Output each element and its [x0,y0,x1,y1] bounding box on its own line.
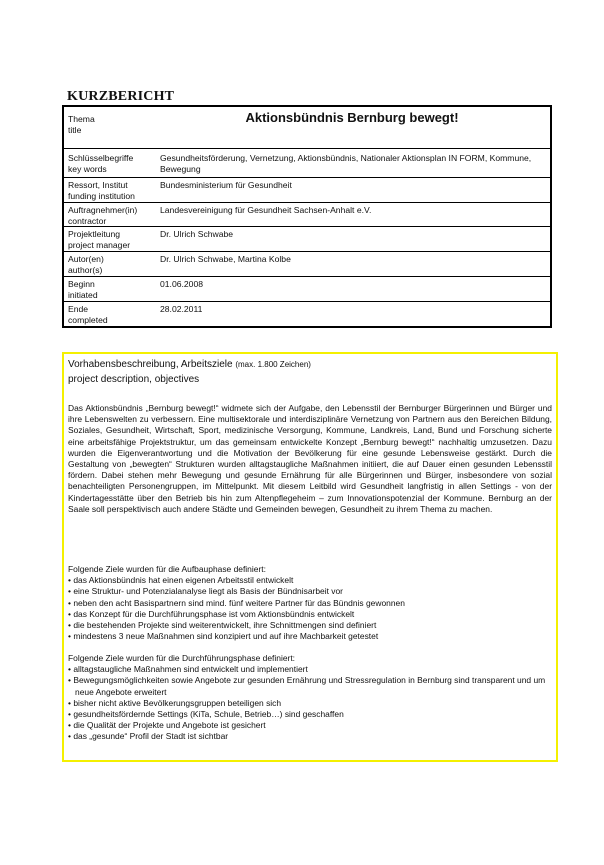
description-title-note: (max. 1.800 Zeichen) [235,360,311,369]
field-value: Dr. Ulrich Schwabe, Martina Kolbe [160,254,291,264]
field-label: Ende completed [68,304,108,325]
list-item: • die Qualität der Projekte und Angebote ist gesichert [68,720,266,731]
list-item: • bisher nicht aktive Bevölkerungsgruppen beteiligen sich [68,697,282,708]
field-value: 01.06.2008 [160,279,204,289]
field-label: Autor(en) author(s) [68,254,104,275]
report-heading: KURZBERICHT [67,89,175,104]
table-row-contractor [64,202,550,227]
list-item: • das „gesunde“ Profil der Stadt ist sichtbar [68,731,229,742]
table-row-initiated [64,276,550,302]
phase2-heading: Folgende Ziele wurden für die Durchführungsphase definiert: [68,653,296,663]
description-box [62,352,558,762]
table-row-keywords [64,148,550,178]
list-item: • die bestehenden Projekte sind weiterentwickelt, ihre Schnittmengen sind definiert [68,620,377,631]
phase1-goals [68,564,552,642]
list-item: • das Aktionsbündnis hat einen eigenen Arbeitsstil entwickelt [68,575,294,586]
list-item: • das Konzept für die Durchführungsphase ist vom Aktionsbündnis entwickelt [68,608,355,619]
field-value: Bundesministerium für Gesundheit [160,180,292,190]
list-item: • mindestens 3 neue Maßnahmen sind konzipiert und auf ihre Machbarkeit getestet [68,631,379,642]
field-value: Gesundheitsförderung, Vernetzung, Aktionsbündnis, Nationaler Aktionsplan IN FORM, Kommune, Bewegung [160,153,532,174]
list-item: • eine Struktur- und Potenzialanalyse liegt als Basis der Bündnisarbeit vor [68,586,343,597]
field-label: Thema title [68,114,95,135]
table-row-authors [64,251,550,277]
field-value: Landesvereinigung für Gesundheit Sachsen-Anhalt e.V. [160,205,372,215]
description-subtitle: project description, objectives [68,374,200,385]
field-value: Dr. Ulrich Schwabe [160,229,234,239]
phase2-goals [68,653,552,743]
field-label: Ressort, Institut funding institution [68,180,135,201]
field-value: 28.02.2011 [160,304,203,314]
list-item: • alltagstaugliche Maßnahmen sind entwickelt und implementiert [68,664,308,675]
table-row-manager [64,226,550,252]
phase1-heading: Folgende Ziele wurden für die Aufbauphase definiert: [68,564,266,574]
table-row-completed [64,301,550,327]
list-item: • neben den acht Basispartnern sind mind. fünf weitere Partner für das Bündnis gewonnen [68,597,405,608]
field-label: Schlüsselbegriffe key words [68,153,134,174]
table-row-funding [64,177,550,203]
description-title: Vorhabensbeschreibung, Arbeitsziele (max. 1.800 Zeichen) [68,359,311,370]
project-title: Aktionsbündnis Bernburg bewegt! [245,110,459,125]
description-paragraph: Das Aktionsbündnis „Bernburg bewegt!“ widmete sich der Aufgabe, den Lebensstil der Bernburger Bürgerinnen und Bürger und ihre Lebenswelten zu verbessern. Eine multisektorale und interdisziplinäre Vernetzung von Partnern aus den Bereichen Bildung, Soziales, Gesundheit, Wirtschaft, Sport, medizinische Versorgung, Kommune, Landkreis, Land, Bund und Forschung sicherte eine arbeitsfähige Projektstruktur, um das gemeinsam entwickelte Konzept „Bernburg bewegt!“ nachhaltig umzusetzen. Dazu wurden die Eigenverantwortung und die Motivation der Bevölkerung für eine gesunde Lebensweise gestärkt. Durch die Gestaltung von „bewegten“ Strukturen wurden alltagstaugliche Maßnahmen initiiert, die auf Dauer einen gesunden Lebensstil fördern. Dabei stehen mehr Bewegung und gesunde Ernährung für alle Bürgerinnen und Bürger, insbesondere von sozial benachteiligten Personengruppen, im Mittelpunkt. Mit diesem Leitbild wird Gesundheit langfristig in allen Settings - von der Kindertagesstätte über den Betrieb bis hin zum Altenpflegeheim – zum Innovationspotenzial der Kommune. Bernburg an der Saale soll perspektivisch auch andere Städte und Gemeinden bewegen, Gesundheit zu ihrem Thema zu machen. [68,403,552,514]
list-item: • Bewegungsmöglichkeiten sowie Angebote zur gesunden Ernährung und Stressregulation in Bernburg sind transparent und um neue Angebote erweitert [68,675,546,697]
list-item: • gesundheitsfördernde Settings (KiTa, Schule, Betrieb…) sind geschaffen [68,709,344,720]
table-row-title [64,107,550,148]
field-label: Auftragnehmer(in) contractor [68,205,138,226]
field-label: Projektleitung project manager [68,229,131,250]
info-table [62,105,552,328]
field-label: Beginn initiated [68,279,98,300]
